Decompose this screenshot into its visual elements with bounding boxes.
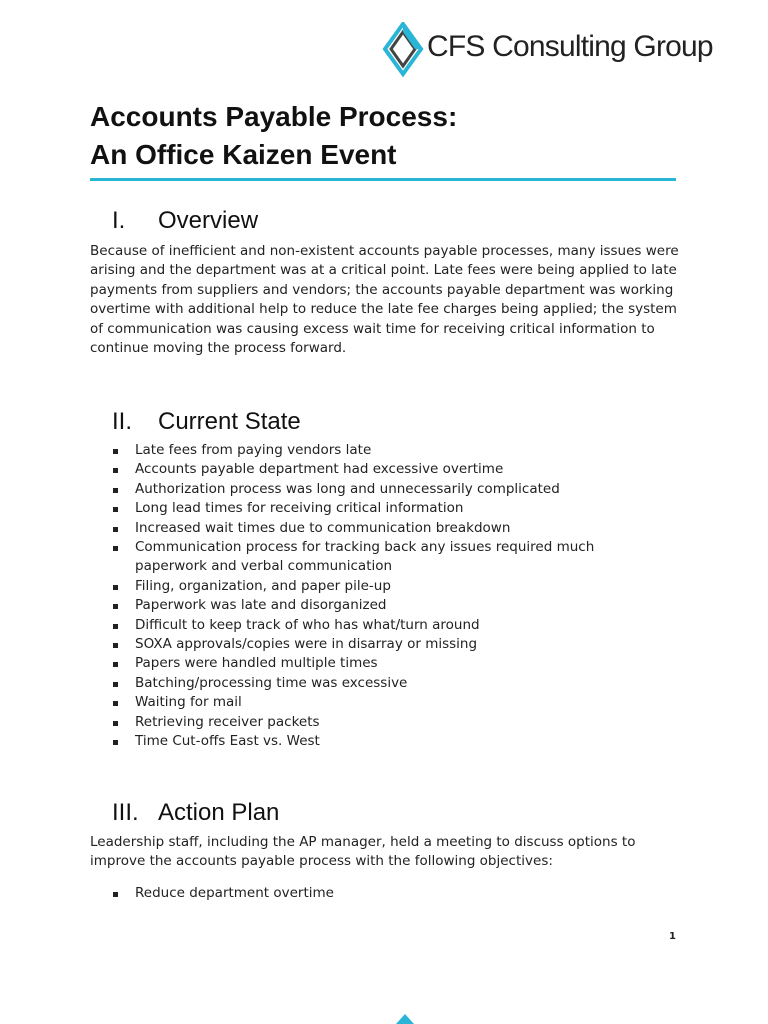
diamond-logo-icon (381, 22, 425, 78)
list-item: Waiting for mail (112, 693, 632, 712)
list-item: Accounts payable department had excessive overtime (112, 460, 632, 479)
list-item: Increased wait times due to communication breakdown (112, 519, 632, 538)
company-name: CFS Consulting Group (427, 30, 713, 63)
list-item: Late fees from paying vendors late (112, 441, 632, 460)
footer-diamond-icon (396, 1014, 414, 1024)
list-item: Reduce department overtime (112, 884, 632, 903)
current-state-list (112, 441, 632, 752)
overview-paragraph: Because of inefficient and non-existent accounts payable processes, many issues were arising and the department was at a critical point. Late fees were being applied to late payments from suppliers and vendors; the accounts payable department was working overtime with additional help to reduce the late fee charges being applied; the system of communication was causing excess wait time for receiving critical information to continue moving the process forward. (90, 243, 679, 357)
section-heading-current-state (112, 408, 301, 436)
action-plan-list (112, 884, 632, 903)
list-item: Batching/processing time was excessive (112, 674, 632, 693)
list-item: Time Cut-offs East vs. West (112, 732, 632, 751)
section-heading-overview (112, 207, 258, 235)
section-number: II. (112, 408, 133, 435)
list-item: Paperwork was late and disorganized (112, 596, 632, 615)
section-title: Overview (158, 207, 259, 234)
section-number: III. (112, 799, 139, 826)
company-logo (381, 22, 713, 78)
list-item: Long lead times for receiving critical information (112, 499, 632, 518)
list-item: Retrieving receiver packets (112, 713, 632, 732)
list-item: Papers were handled multiple times (112, 654, 632, 673)
section-heading-action-plan (112, 799, 279, 827)
page-number: 1 (669, 931, 676, 942)
title-line-2: An Office Kaizen Event (90, 139, 397, 170)
list-item: SOXA approvals/copies were in disarray or missing (112, 635, 632, 654)
section-title: Action Plan (158, 799, 280, 826)
title-line-1: Accounts Payable Process: (90, 101, 458, 132)
title-divider (90, 178, 676, 181)
list-item: Authorization process was long and unnecessarily complicated (112, 480, 632, 499)
section-number: I. (112, 207, 126, 234)
document-title (90, 98, 457, 174)
list-item: Difficult to keep track of who has what/turn around (112, 616, 632, 635)
list-item: Communication process for tracking back any issues required much paperwork and verbal communication (112, 538, 632, 577)
section-title: Current State (158, 408, 301, 435)
action-plan-paragraph: Leadership staff, including the AP manager, held a meeting to discuss options to improve the accounts payable process with the following objectives: (90, 834, 636, 870)
list-item: Filing, organization, and paper pile-up (112, 577, 632, 596)
